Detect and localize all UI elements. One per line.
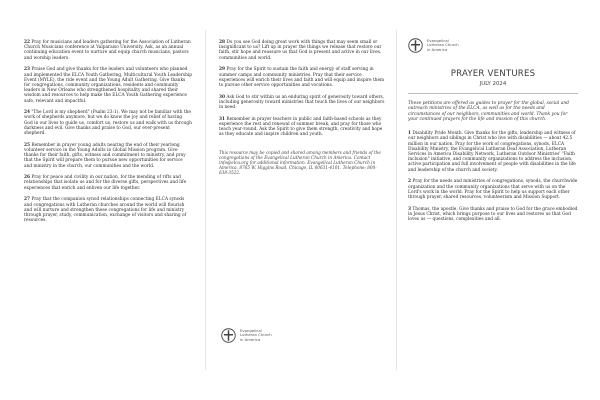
prayer-entry (219, 95, 385, 111)
entry-day: 1 (408, 131, 411, 137)
elca-logo-footer (221, 328, 272, 343)
page-subtitle: JULY 2024 (479, 81, 507, 87)
entry-text: Ask God to stir within us an enduring spirit of generosity toward others, including generosity toward ministries that touch the lives of our neighbors in need. (219, 94, 385, 111)
entry-text: Do you see God doing great work with things that may seem small or insignificant to us? Lift up in prayer the things we release that restore our faith, stir hope and reassure us that God is present and active in our lives, communities and world. (219, 40, 382, 61)
elca-logo-header (408, 38, 578, 53)
entry-day: 24 (24, 110, 30, 116)
logo-wordmark (427, 39, 459, 52)
logo-line: in America (427, 46, 448, 52)
entry-day: 28 (219, 40, 225, 45)
entry-text: Thomas, the apostle. Give thanks and praise to God for the grace embodied in Jesus Christ, which brings purpose to our lives and restores us that God loves us — questions, complexities and all. (408, 206, 578, 223)
prayer-entry (219, 67, 385, 88)
entry-text: Praise God and give thanks for the leaders and volunteers who planned and implemented the ELCA Youth Gathering, Multicultural Youth Leadership Event (MYLE), the ride event and the Young Adult Gathering. Give thanks for congregations, community organizations, residents and community leaders in New Orleans who strengthened hospitality and shared their wisdom and resources to help make the ELCA Youth Gathering experience safe, relevant and impactful. (24, 67, 192, 104)
prayer-entry (24, 40, 192, 61)
logo-line: Lutheran Church (240, 332, 272, 338)
entry-day: 2 (408, 179, 411, 185)
entry-text: Pray that the companion synod relationships connecting ELCA synods and congregations with Lutheran churches around the world will flourish and will nurture and strengthen these congregations for life and ministry through prayer, study, communication, exchange of visitors and sharing of resources. (24, 197, 187, 224)
entry-day: 3 (408, 206, 411, 212)
entry-text: Pray for the Spirit to sustain the faith and energy of staff serving in summer camps and community ministries. Pray that their service experiences will enrich their lives and faith and will equip and inspire them to pursue other service opportunities and vocations. (219, 67, 385, 88)
entry-day: 29 (219, 67, 225, 73)
entry-text: Remember in prayer young adults nearing the end of their yearlong volunteer service in the Young Adults in Global Mission program. Give thanks for their faith, gifts, witness and commitment to ministry, and pray that the Spirit will prepare them to pursue new opportunities for service and ministry in the church, our communities and the world. (24, 142, 186, 169)
fold-line (205, 30, 206, 370)
intro-text: These petitions are offered as guides to prayer for the global, social and outreach ministries of the ELCA, as well as for the needs and circumstances of our neighbors, communities and world. Thank you for your continued prayers for the life and mission of this church. (408, 101, 569, 122)
prayer-entry (24, 67, 192, 103)
prayer-entry (24, 175, 192, 191)
logo-line: Evangelical (427, 38, 449, 44)
logo-line: Lutheran Church (427, 42, 459, 48)
column-left (14, 0, 202, 400)
prayer-entry (24, 110, 192, 136)
prayer-entry (24, 197, 192, 223)
column-right (398, 0, 588, 400)
divider (408, 93, 578, 94)
logo-line: in America (240, 336, 261, 342)
prayer-entry (408, 179, 578, 200)
cross-logo-icon (221, 328, 236, 343)
entry-text: Disability Pride Month. Give thanks for the gifts, leadership and witness of our neighbors and siblings in Christ who live with disabilities — about 42.5 million in our nation. Pray for the work of congregations, synods, ELCA Disability Ministry, the Evangelical Lutheran Deaf Association, Lutheran Services in America Disability Network, Lutheran Outdoor Ministries' "Faith inclusion" initiative, and community organizations to address the inclusion, active participation and full involvement of people with disabilities in the life and leadership of the church and society. (408, 131, 576, 173)
prayer-entry (24, 143, 192, 169)
entry-day: 25 (24, 142, 30, 148)
entry-day: 23 (24, 67, 30, 73)
logo-wordmark (240, 329, 272, 342)
prayer-entry (219, 117, 385, 138)
prayer-entry (408, 131, 578, 173)
fold-line (396, 30, 397, 370)
entry-day: 22 (24, 40, 30, 45)
page-title: PRAYER VENTURES (450, 69, 536, 79)
entry-day: 31 (219, 116, 225, 122)
entry-text: Pray for the needs and ministries of congregations, synods, the churchwide organization and the community organizations that serve with us on the Lord's work in the world. Pray for the Spirit to help us support each other through prayer, shared resources, volunteerism and Mission Support. (408, 179, 578, 200)
entry-text: Pray for musicians and leaders gathering for the Association of Lutheran Church Musicians conference at Valparaiso University. Ask, as an annual continuing education event to nurture and equip church musicians, pastors and worship leaders. (24, 40, 191, 61)
copyright-note: This resource may be copied and shared among members and friends of the congregations of the Evangelical Lutheran Church in America. Contact info@elca.org for additional information. Evangelical Lutheran Church in America, 8765 W. Higgins Road, Chicago, IL 60631-4101. Telephone: 800-638-3522. (219, 149, 381, 175)
prayer-entry (408, 207, 578, 223)
entry-text: Pray for peace and civility in our nation, for the mending of rifts and relationships that isolate us and for the diverse gifts, perspectives and life experiences that enrich and enliven our life together. (24, 175, 187, 191)
entry-day: 30 (219, 94, 225, 100)
entry-text: "The Lord is my shepherd" (Psalm 23:1). We may not be familiar with the work of shepherds anymore, but we do know the joy and relief of having God in our lives to guide us, comfort us, restore us and walk with us through darkness and evil. Give thanks and praise to God, our ever-present shepherd. (24, 110, 192, 137)
cross-logo-icon (408, 38, 423, 53)
entry-text: Remember in prayer teachers in public and faith-based schools as they experience the rest and renewal of summer break, and pray for those who teach year-round. Ask the Spirit to give them strength, creativity and hope as they educate and inspire children and youth. (219, 116, 383, 138)
entry-day: 26 (24, 175, 30, 181)
entry-day: 27 (24, 197, 30, 203)
logo-line: Evangelical (240, 328, 262, 334)
prayer-entry (219, 40, 385, 61)
column-middle (209, 0, 395, 400)
